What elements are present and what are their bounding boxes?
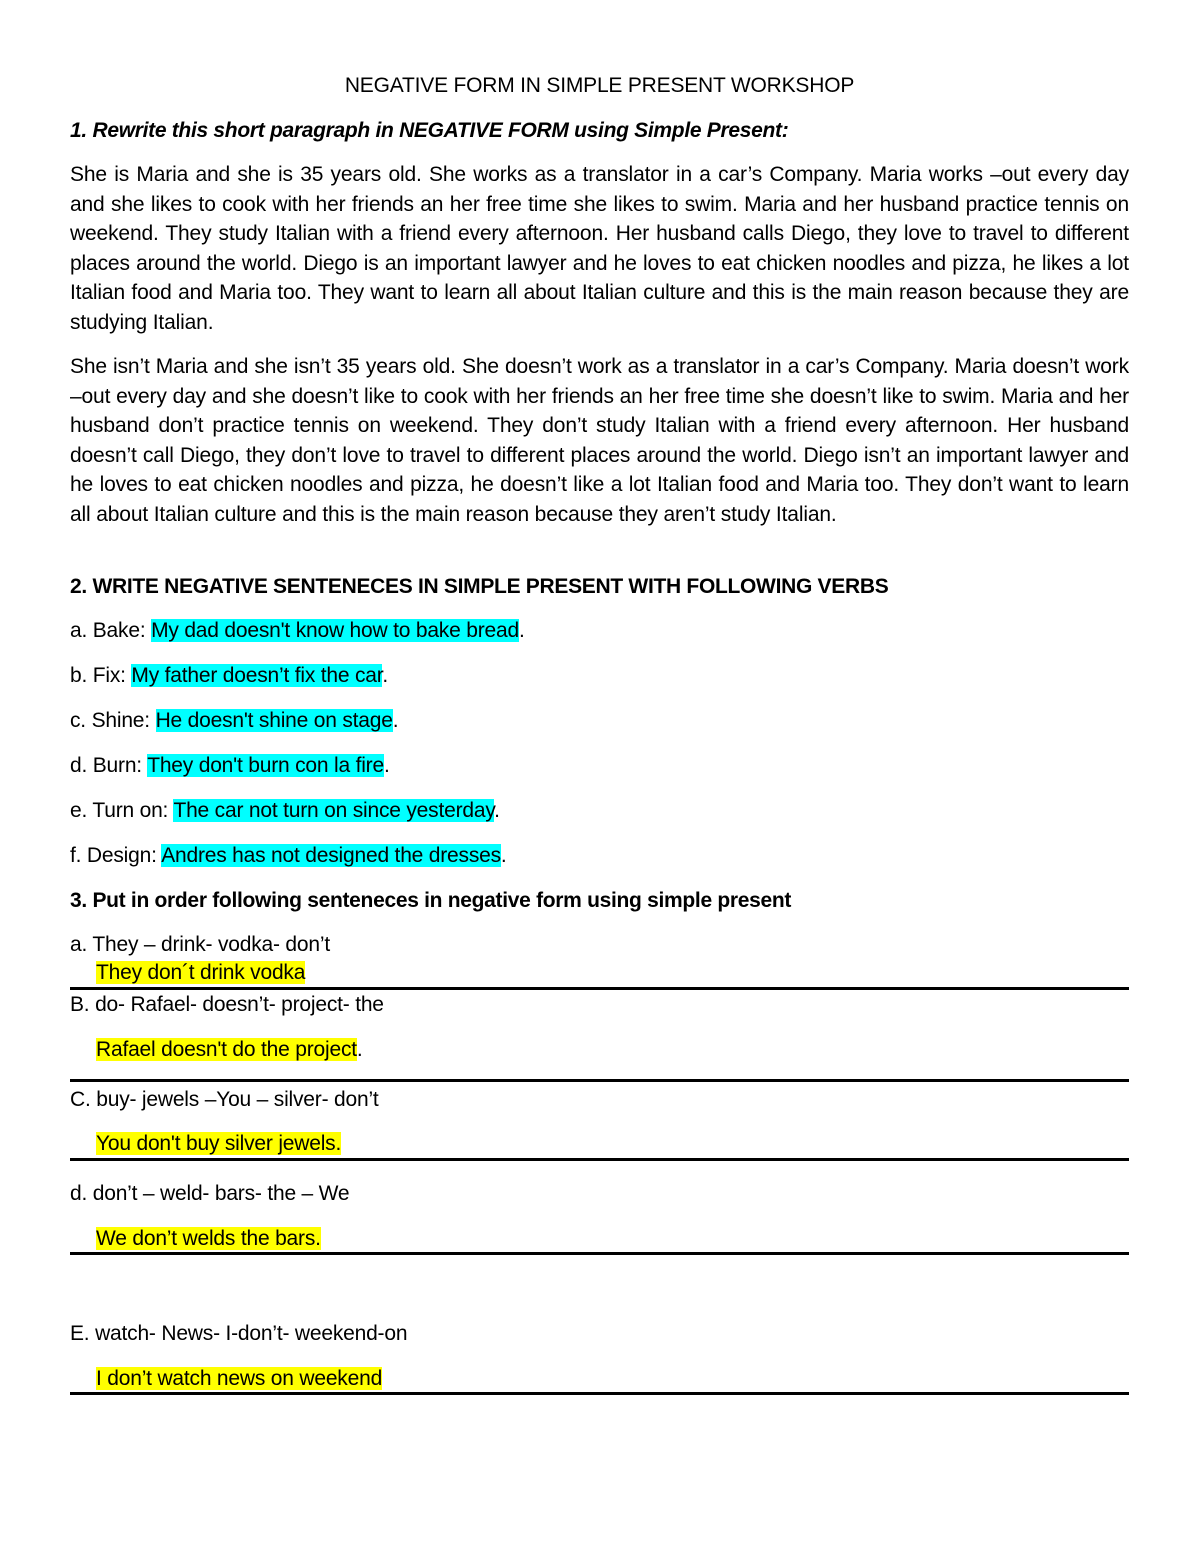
order-answer-text: They don´t drink vodka [96,961,306,984]
page-title: NEGATIVE FORM IN SIMPLE PRESENT WORKSHOP [344,74,855,97]
order-answer-c [96,1129,341,1158]
answer-line [70,1392,1129,1395]
section3-heading: 3. Put in order following senteneces in negative form using simple present [70,889,792,912]
verb-item-shine [70,706,398,735]
verb-end: . [494,799,500,822]
verb-answer: My father doesn’t fix the car [131,664,383,687]
original-paragraph: She is Maria and she is 35 years old. She works as a translator in a car’s Company. Maria works –out every day and she likes to cook with her friends an her free time she likes to swim. Maria and her husband practice tennis on weekend. They study Italian with a friend every afternoon. Her husband calls Diego, they love to travel to different places around the world. Diego is an important lawyer and he loves to eat chicken noodles and pizza, he likes a lot Italian food and Maria too. They want to learn all about Italian culture and this is the main reason because they are studying Italian. [70,163,1129,334]
answer-line [70,1158,1129,1161]
order-prompt-a: a. They – drink- vodka- don’t [70,933,330,956]
verb-end: . [500,844,507,867]
answer-line [70,1079,1129,1082]
order-answer-text: You don't buy silver jewels. [96,1132,342,1155]
verb-end: . [518,619,525,642]
verb-prompt: f. Design: [70,844,162,867]
verb-answer: Andres has not designed the dresses [161,844,501,867]
verb-item-design [70,841,507,870]
verb-prompt: e. Turn on: [70,799,174,822]
verb-answer: They don't burn con la fire [147,754,384,777]
section2-heading: 2. WRITE NEGATIVE SENTENECES IN SIMPLE PRESENT WITH FOLLOWING VERBS [70,575,889,598]
order-answer-b [96,1035,363,1064]
order-prompt-b: B. do- Rafael- doesn’t- project- the [70,993,384,1016]
verb-answer: He doesn't shine on stage [155,709,393,732]
verb-answer: My dad doesn't know how to bake bread [151,619,519,642]
order-answer-end: . [356,1038,363,1061]
verb-item-burn [70,751,390,780]
answer-line [70,1252,1129,1255]
verb-item-bake [70,616,525,645]
negative-paragraph: She isn’t Maria and she isn’t 35 years old. She doesn’t work as a translator in a car’s Company. Maria doesn’t work –out every day and she doesn’t like to cook with her friends an her free time she doesn’t like to swim. Maria and her husband don’t practice tennis on weekend. They don’t study Italian with a friend every afternoon. Her husband doesn’t call Diego, they don’t love to travel to different places around the world. Diego isn’t an important lawyer and he loves to eat chicken noodles and pizza, he doesn’t like a lot Italian food and Maria too. They don’t want to learn all about Italian culture and this is the main reason because they aren’t study Italian. [70,355,1129,526]
order-answer-a [96,958,305,987]
order-answer-e [96,1364,382,1393]
verb-prompt: c. Shine: [70,709,156,732]
verb-answer: The car not turn on since yesterday [173,799,495,822]
order-answer-d [96,1224,321,1253]
order-answer-text: Rafael doesn't do the project [96,1038,357,1061]
verb-end: . [383,754,390,777]
verb-item-fix [70,661,388,690]
order-prompt-e: E. watch- News- I-don’t- weekend-on [70,1322,408,1345]
order-answer-text: We don’t welds the bars. [96,1227,321,1250]
verb-prompt: a. Bake: [70,619,152,642]
order-answer-text: I don’t watch news on weekend [96,1367,383,1390]
verb-prompt: b. Fix: [70,664,132,687]
order-prompt-c: C. buy- jewels –You – silver- don’t [70,1088,379,1111]
verb-item-turn-on [70,796,500,825]
section1-heading: 1. Rewrite this short paragraph in NEGATIVE FORM using Simple Present: [70,119,789,142]
verb-end: . [382,664,389,687]
verb-prompt: d. Burn: [70,754,148,777]
verb-end: . [392,709,399,732]
order-prompt-d: d. don’t – weld- bars- the – We [70,1182,350,1205]
